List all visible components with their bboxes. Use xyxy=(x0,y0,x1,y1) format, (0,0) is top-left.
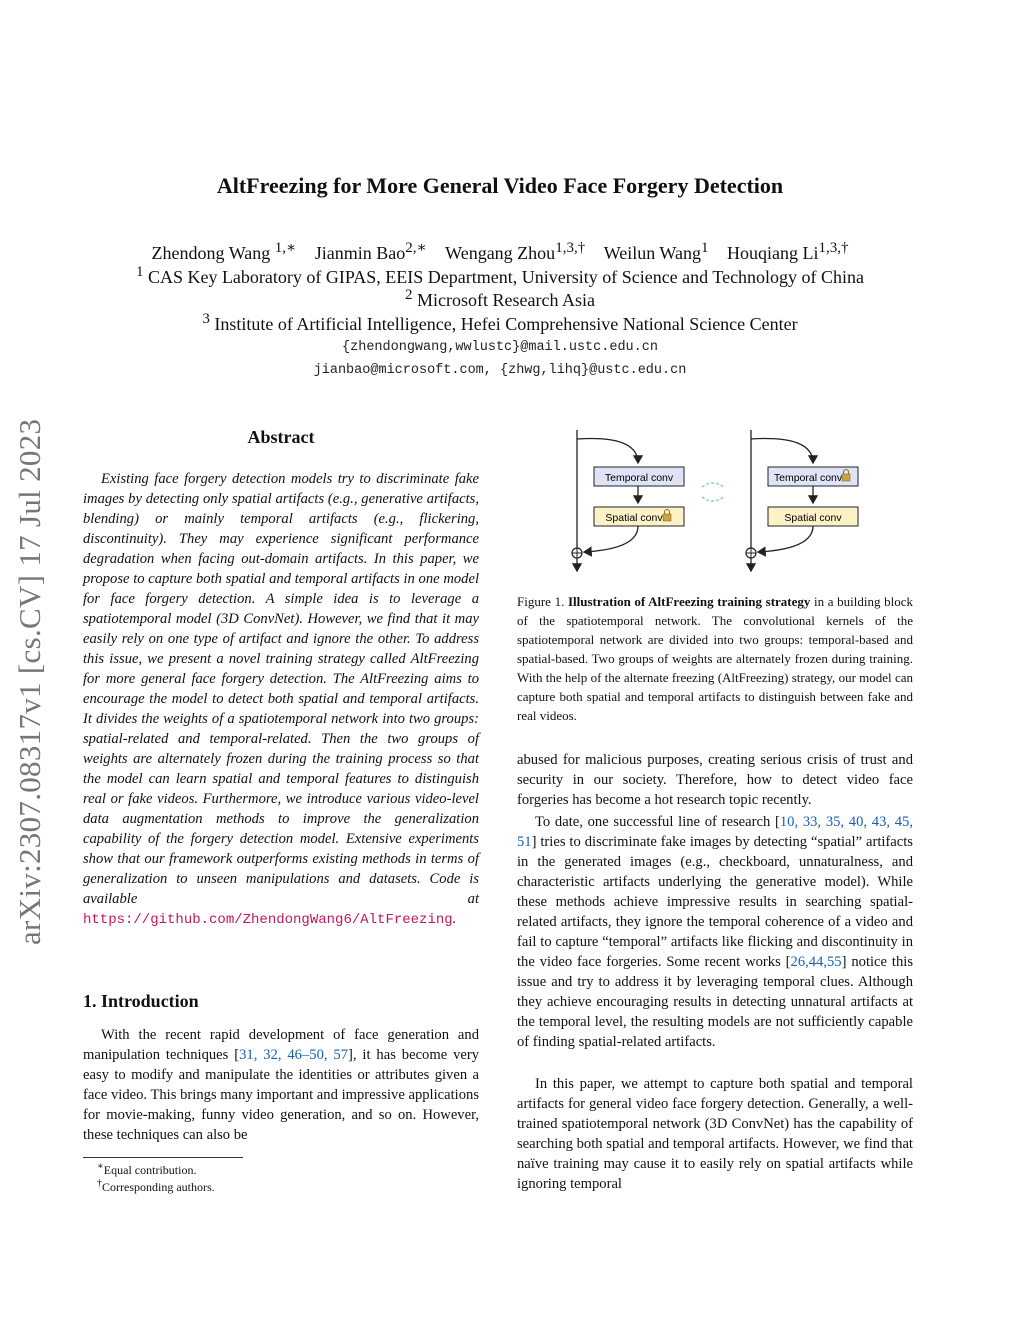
affiliation: $^3$ Institute of Artificial Intelligence, Hefei Comprehensive National Science Center xyxy=(202,311,798,334)
temporal-conv-label: Temporal conv xyxy=(604,472,674,484)
author: Jianmin Bao$^{2,∗}$ xyxy=(314,240,427,263)
intro-paragraph: To date, one successful line of research [10, 33, 35, 40, 43, 45, 51] tries to discriminate fake images by detecting “spatial” artifacts in the generated images (e.g., checkboard, unnaturalness, and characteristic artifacts underlying the generative model). While these methods achieve impressive results in searching spatial-related artifacts, they ignore the temporal coherence of a video and fail to capture “temporal” artifacts like flicking and discontinuity in the video face forgeries. Some recent works [26,44,55] notice this issue and try to address it by leveraging temporal clues. Although they achieve encouraging results in detecting unnatural artifacts at the temporal level, the resulting models are not sufficiently capable of finding spatial-related artifacts. xyxy=(517,814,913,1050)
temporal-conv-label: Temporal conv xyxy=(773,472,843,484)
citation-link[interactable]: 31, 32, 46–50, 57 xyxy=(239,1047,349,1063)
affiliation: $^2$ Microsoft Research Asia xyxy=(405,287,595,310)
author-list xyxy=(0,238,1000,264)
intro-paragraph: With the recent rapid development of face generation and manipulation techniques [31, 32, 46–50, 57], it has become very easy to modify and manipulate the identities or attributes given a face video. This brings many important and impressive applications for movie-making, funny video generation, and so on. However, these techniques can also be xyxy=(83,1027,480,1143)
right-building-block xyxy=(746,430,858,571)
abstract-heading: Abstract xyxy=(247,427,315,447)
section-heading: 1. Introduction xyxy=(83,991,199,1011)
footnote: ∗Equal contribution. xyxy=(97,1161,197,1177)
author: Zhendong Wang $^{1,∗}$ xyxy=(151,240,297,263)
footnote: †Corresponding authors. xyxy=(97,1178,215,1194)
intro-paragraph: abused for malicious purposes, creating serious crisis of trust and security in our society. Therefore, how to detect video face forgeries has become a hot research topic recently. xyxy=(517,752,913,808)
citation-link[interactable]: 26,44,55 xyxy=(790,954,842,970)
affiliation: $^1$ CAS Key Laboratory of GIPAS, EEIS Department, University of Science and Technology of China xyxy=(135,264,865,287)
abstract-body: Existing face forgery detection models try to discriminate fake images by detecting only spatial artifacts (e.g., generative artifacts, blending) or mainly temporal artifacts (e.g., flickering, discontinuity). They may experience significant performance degradation when facing out-domain artifacts. In this paper, we propose to capture both spatial and temporal artifacts in one model for face forgery detection. A simple idea is to leverage a spatiotemporal model (3D ConvNet). However, we find that it may easily rely on one type of artifact and ignore the other. To address this issue, we present a novel training strategy called AltFreezing for more general face forgery detection. The AltFreezing aims to encourage the model to detect both spatial and temporal artifacts. It divides the weights of a spatiotemporal network into two groups: spatial-related and temporal-related. Then the two groups of weights are alternately frozen during the training process so that the model can learn spatial and temporal features to distinguish real or fake videos. Furthermore, we introduce various video-level data augmentation methods to improve the generalization capability of the forgery detection model. Extensive experiments show that our framework outperforms existing methods in terms of generalization to unseen manipulations and datasets. Code is available at https://github.com/ZhendongWang6/AltFreezing. xyxy=(83,471,479,928)
left-building-block xyxy=(572,430,684,571)
spatial-conv-label: Spatial conv xyxy=(605,512,663,524)
footnote-rule xyxy=(83,1157,243,1158)
alternate-swap-icon xyxy=(702,483,724,501)
paper-title: AltFreezing for More General Video Face Forgery Detection xyxy=(216,173,784,198)
email-line: {zhendongwang,wwlustc}@mail.ustc.edu.cn xyxy=(342,340,658,355)
citation-link[interactable]: 10, 33, 35, 40, 43, 45, 51 xyxy=(517,814,913,850)
author: Houqiang $Li^{1,3,\dagger}$ xyxy=(726,240,849,263)
author: Weilun Wang$^1$ xyxy=(603,240,709,263)
figure-altfreezing-diagram xyxy=(560,425,900,580)
spatial-conv-label: Spatial conv xyxy=(784,512,842,524)
code-link[interactable]: https://github.com/ZhendongWang6/AltFreezing xyxy=(83,912,453,928)
arxiv-identifier: arXiv:2307.08317v1 [cs.CV] 17 Jul 2023 xyxy=(12,418,47,945)
figure-caption: Figure 1. Illustration of AltFreezing training strategy in a building block of the spatiotemporal network. The convolutional kernels of the spatiotemporal network are divided into two groups: temporal-based and spatial-based. Two groups of weights are alternately frozen during training. With the help of the alternate freezing (AltFreezing) strategy, our model can capture both spatial and temporal artifacts to distinguish between fake and real videos. xyxy=(517,594,914,723)
email-line: jianbao@microsoft.com, {zhwg,lihq}@ustc.edu.cn xyxy=(313,363,687,378)
intro-paragraph: In this paper, we attempt to capture both spatial and temporal artifacts for general video face forgery detection. Generally, a well-trained spatiotemporal network (3D ConvNet) has the capability of searching both spatial and temporal artifacts. However, we find that naïve training may cause it to easily rely on spatial artifacts while ignoring temporal xyxy=(517,1076,913,1192)
author: Wengang Zhou$^{1,3,\dagger}$ xyxy=(445,240,586,263)
